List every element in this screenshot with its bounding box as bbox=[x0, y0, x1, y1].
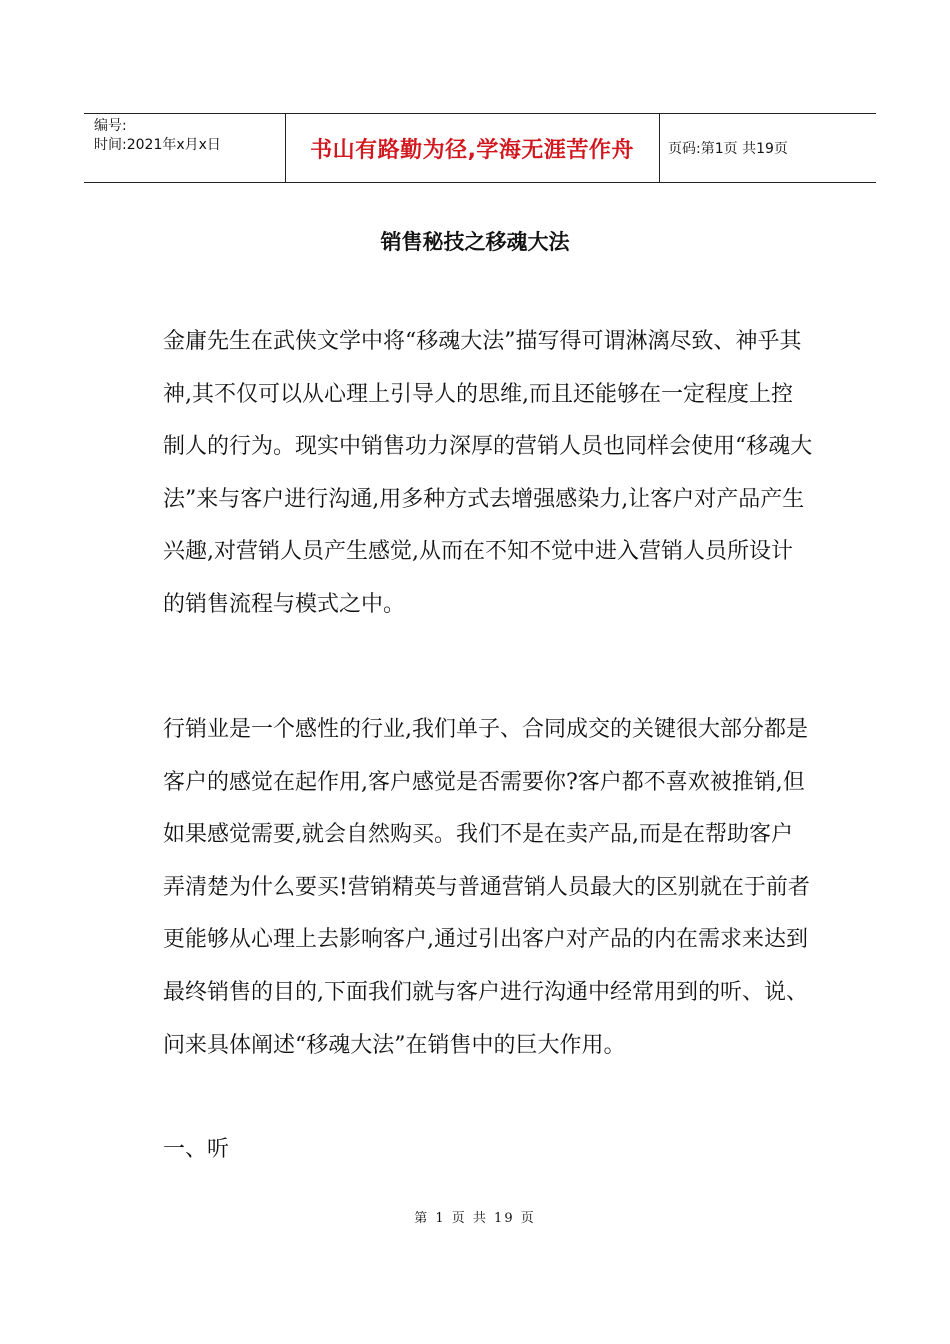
header-slogan: 书山有路勤为径,学海无涯苦作舟 bbox=[310, 137, 634, 163]
header-page-info: 页码:第1页 共19页 bbox=[668, 141, 788, 157]
page-footer: 第 1 页 共 19 页 bbox=[414, 1211, 536, 1226]
section-heading-listen: 一、听 bbox=[163, 1137, 230, 1162]
body-paragraph-1: 金庸先生在武侠文学中将“移魂大法”描写得可谓淋漓尽致、神乎其神,其不仅可以从心理上引导人的思维,而且还能够在一定程度上控制人的行为。现实中销售功力深厚的营销人员也同样会使用“移魂大法”来与客户进行沟通,用多种方式去增强感染力,让客户对产品产生兴趣,对营销人员产生感觉,从而在不知不觉中进入营销人员所设计的销售流程与模式之中。 bbox=[163, 329, 813, 617]
date-label: 时间:2021年x月x日 bbox=[94, 137, 221, 153]
page-header bbox=[84, 113, 876, 183]
document-title: 销售秘技之移魂大法 bbox=[380, 230, 570, 254]
serial-number-label: 编号: bbox=[94, 118, 127, 134]
header-divider-right bbox=[659, 114, 660, 182]
body-paragraph-2: 行销业是一个感性的行业,我们单子、合同成交的关键很大部分都是客户的感觉在起作用,客户感觉是否需要你?客户都不喜欢被推销,但如果感觉需要,就会自然购买。我们不是在卖产品,而是在帮助客户弄清楚为什么要买!营销精英与普通营销人员最大的区别就在于前者更能够从心理上去影响客户,通过引出客户对产品的内在需求来达到最终销售的目的,下面我们就与客户进行沟通中经常用到的听、说、问来具体阐述“移魂大法”在销售中的巨大作用。 bbox=[163, 717, 810, 1058]
header-meta bbox=[94, 117, 221, 155]
